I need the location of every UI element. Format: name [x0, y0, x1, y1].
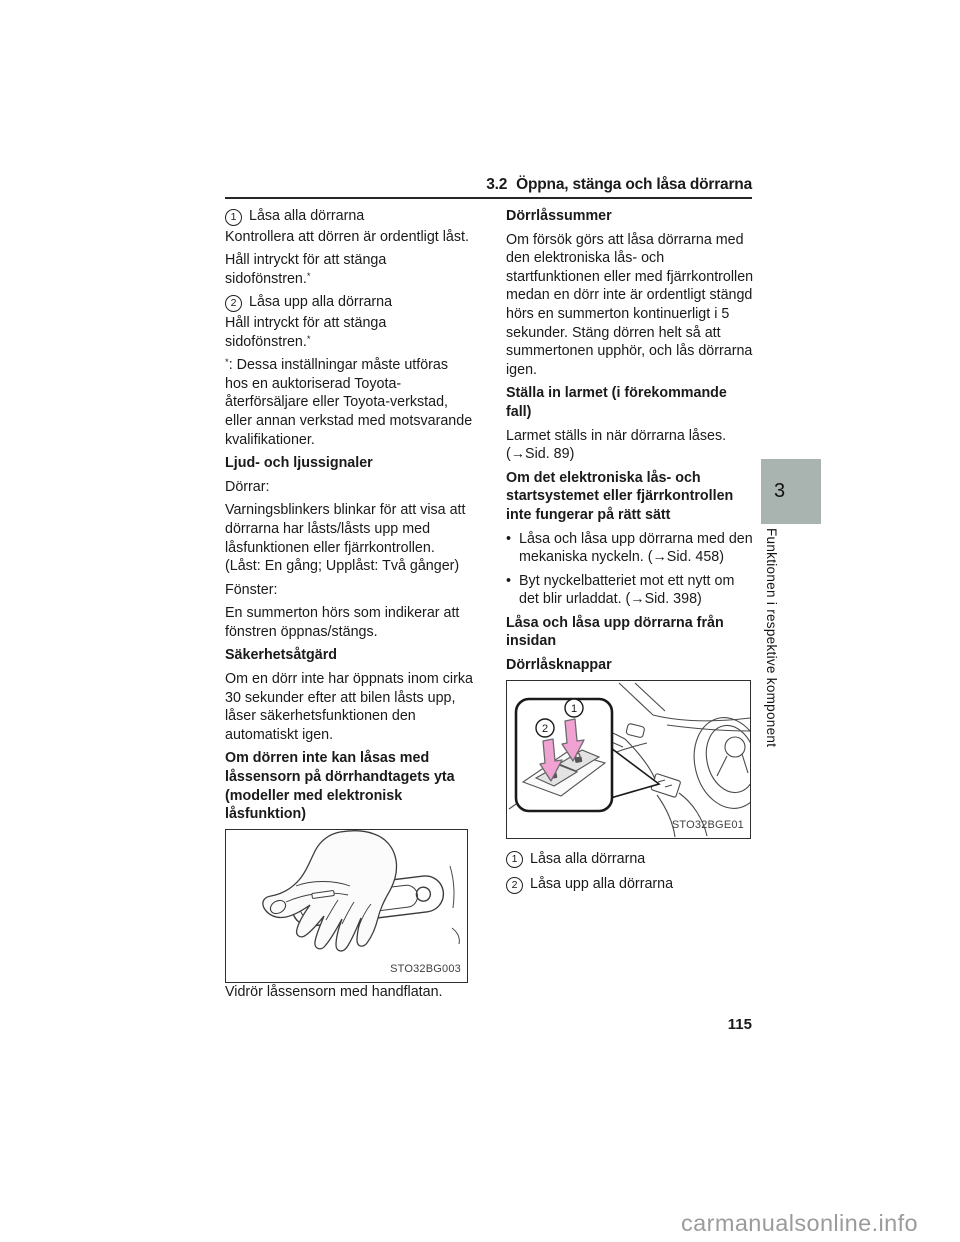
bullet-icon: •	[506, 530, 512, 547]
circled-number-1-icon: 1	[570, 702, 578, 715]
circled-number-1-icon: 1	[225, 209, 242, 226]
section-heading-buzzer: Dörrlåssummer	[506, 208, 612, 224]
paragraph: Håll intryckt för att stänga sidofönstren.*	[225, 252, 387, 287]
figure-door-lock-buttons	[506, 680, 751, 839]
footnote-ref: *	[306, 333, 311, 345]
footnote-ref: *	[306, 270, 311, 282]
right-column	[506, 207, 754, 896]
chapter-tab	[761, 459, 821, 524]
section-heading-sensor: Om dörren inte kan låsas med låssensorn på dörrhandtagets yta (modeller med elektronisk låsfunktion)	[225, 750, 455, 823]
numbered-item-unlock	[225, 293, 473, 312]
page-title: Öppna, stänga och låsa dörrarna	[516, 176, 752, 193]
watermark: carmanualsonline.info	[681, 1210, 919, 1236]
paragraph-windows-label: Fönster:	[225, 581, 278, 598]
paragraph-buzzer: Om försök görs att låsa dörrarna med den elektroniska lås- och startfunktionen eller med fjärrkontrollen medan en dörr inte är ordentligt stängd hörs en summerton kontinuerligt i 5 sekunder. Stäng dörren helt så att summertonen upphör, och lås dörrarna igen.	[506, 231, 754, 378]
numbered-item-title: Låsa upp alla dörrarna	[249, 294, 393, 311]
page-number: 115	[727, 1016, 752, 1033]
circled-number-2-icon: 2	[541, 722, 549, 735]
steering-wheel-illustration	[685, 710, 750, 816]
page-header	[225, 176, 752, 194]
section-heading-safety: Säkerhetsåtgärd	[225, 647, 338, 664]
paragraph: Håll intryckt för att stänga sidofönstren.*	[225, 314, 387, 350]
figure-label: STO32BG003	[390, 963, 461, 976]
figure-label: STO32BGE01	[671, 819, 744, 832]
paragraph-doors-label: Dörrar:	[225, 478, 270, 495]
circled-number-2-icon: 2	[225, 295, 242, 312]
footnote: *: Dessa inställningar måste utföras hos en auktoriserad Toyota-återförsäljare eller Toyota-verkstad, eller annan verkstad med motsvarande kvalifikationer.	[225, 357, 473, 448]
circled-number-2-icon: 2	[506, 877, 523, 894]
circled-number-1-icon: 1	[506, 851, 523, 868]
section-heading-smart-key: Om det elektroniska lås- och startsystemet eller fjärrkontrollen inte fungerar på rätt sätt	[506, 469, 734, 523]
bullet-item: • Låsa och låsa upp dörrarna med den mekaniska nyckeln. (→Sid. 458)	[506, 530, 753, 566]
chapter-number: 3	[774, 480, 786, 502]
hand-door-handle-illustration	[226, 830, 467, 982]
figure-caption: Vidrör låssensorn med handflatan.	[225, 983, 443, 1000]
chapter-side-label: Funktionen i respektive komponent	[764, 528, 779, 748]
section-heading-alarm: Ställa in larmet (i förekommande fall)	[506, 385, 727, 420]
paragraph: Kontrollera att dörren är ordentligt låst.	[225, 228, 469, 245]
footnote-marker: *	[225, 357, 229, 369]
legend-item-unlock: 2 Låsa upp alla dörrarna	[506, 875, 754, 894]
figure-hand-on-door-handle	[225, 829, 468, 983]
paragraph-safety: Om en dörr inte har öppnats inom cirka 30 sekunder efter att bilen låsts upp, låser säkerhetsfunktionen den automatiskt igen.	[225, 671, 473, 743]
numbered-item-title: Låsa alla dörrarna	[249, 208, 365, 224]
section-heading-signals: Ljud- och ljussignaler	[225, 455, 373, 472]
paragraph-doors: Varningsblinkers blinkar för att visa att dörrarna har låsts/låsts upp med låsfunktionen eller fjärrkontrollen. (Låst: En gång; Upplåst: Två gånger)	[225, 502, 466, 575]
hand-illustration	[263, 830, 397, 950]
section-heading-knobs: Dörrlåsknappar	[506, 657, 612, 674]
left-column	[225, 207, 473, 1006]
numbered-item-lock	[225, 207, 473, 226]
bullet-icon: •	[506, 572, 512, 589]
legend-item-lock: 1 Låsa alla dörrarna	[506, 850, 754, 869]
section-number: 3.2	[486, 176, 508, 193]
section-heading-inside: Låsa och låsa upp dörrarna från insidan	[506, 614, 724, 650]
car-interior-illustration	[507, 681, 750, 838]
header-rule	[225, 197, 752, 199]
paragraph-alarm: Larmet ställs in när dörrarna låses. (→Sid. 89)	[506, 427, 727, 463]
paragraph-windows: En summerton hörs som indikerar att fönstren öppnas/stängs.	[225, 605, 460, 640]
bullet-item: • Byt nyckelbatteriet mot ett nytt om det blir urladdat. (→Sid. 398)	[506, 572, 735, 608]
